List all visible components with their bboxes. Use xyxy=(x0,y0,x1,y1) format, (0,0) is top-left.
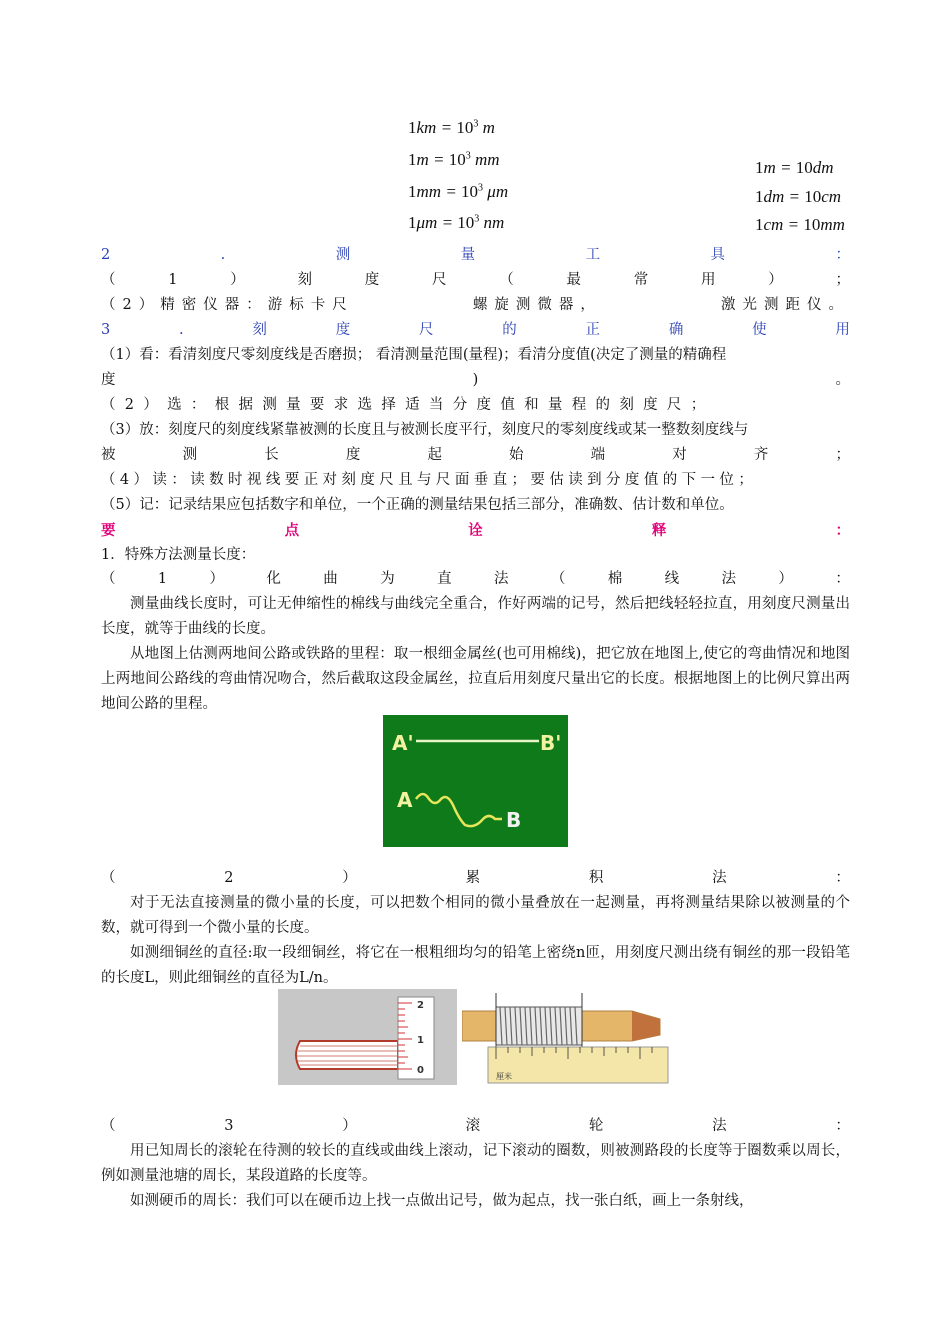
curve-to-line-svg xyxy=(383,715,568,847)
formula-mm: $1mm = 10^3$ μm xyxy=(408,182,509,201)
method2-paragraph-2: 如测细铜丝的直径:取一段细铜丝，将它在一根粗细均匀的铅笔上密绕n匝，用刻度尺测出绕有铜丝的那一段铅笔的长度L，则此细铜丝的直径为L/n。 xyxy=(101,945,850,986)
heading-ruler-usage: 3 . 刻 度 尺 的 正 确 使 用 xyxy=(101,322,850,338)
method3-paragraph-2: 如测硬币的周长：我们可以在硬币边上找一点做出记号，做为起点，找一张白纸，画上一条射线， xyxy=(130,1193,754,1209)
heading-measuring-tools: 2 . 测 量 工 具 ： xyxy=(101,247,850,263)
heading-key-points: 要 点 诠 释 ： xyxy=(101,522,850,539)
step-choose: （2）选：根据测量要求选择适当分度值和量程的刻度尺； xyxy=(101,397,715,413)
tools-line-1: （ 1 ） 刻 度 尺 （ 最 常 用 ） ； xyxy=(101,272,850,288)
book-stack-figure xyxy=(278,989,457,1085)
formula-m: $1m = 10^3$ mm xyxy=(408,150,500,169)
tick-label-0: 0 xyxy=(417,1065,424,1076)
wire-on-pencil-figure xyxy=(462,989,670,1087)
horizontal-ruler xyxy=(488,1047,668,1083)
step-place-line-2: 被 测 长 度 起 始 端 对 齐 ； xyxy=(101,447,850,463)
formula-dm-cm: 1dm = 10cm xyxy=(755,187,842,206)
wire-on-pencil-svg xyxy=(462,989,670,1087)
step-record: （5）记：记录结果应包括数字和单位，一个正确的测量结果包括三部分，准确数、估计数和单位。 xyxy=(101,497,734,513)
step-look-line-2: 度 ) 。 xyxy=(101,372,850,388)
formula-km: $1km = 10^3$ m xyxy=(408,118,495,137)
method2-paragraph-1: 对于无法直接测量的微小量的长度，可以把数个相同的微小量叠放在一起测量，再将测量结果除以被测量的个数，就可得到一个微小量的长度。 xyxy=(101,895,850,936)
curve-to-line-figure xyxy=(383,715,568,847)
label-a-prime: A' xyxy=(392,731,414,755)
label-b: B xyxy=(506,808,522,832)
label-b-prime: B' xyxy=(540,731,562,755)
special-methods-title: 1．特殊方法测量长度： xyxy=(101,547,256,563)
book-stack-svg xyxy=(278,989,457,1085)
step-look-line-1: （1）看：看清刻度尺零刻度线是否磨损； 看清测量范围(量程)；看清分度值(决定了测量的精确程 xyxy=(101,347,727,363)
method2-heading: （ 2 ） 累 积 法 ： xyxy=(101,870,850,886)
step-place-line-1: （3）放：刻度尺的刻度线紧靠被测的长度且与被测长度平行，刻度尺的零刻度线或某一整数刻度线与 xyxy=(101,422,749,438)
formula-um: $1\mu m = 10^3$ nm xyxy=(408,213,505,232)
tick-label-1: 1 xyxy=(417,1035,424,1046)
method1-paragraph-1: 测量曲线长度时，可让无伸缩性的棉线与曲线完全重合，作好两端的记号，然后把线轻轻拉直，用刻度尺测量出长度，就等于曲线的长度。 xyxy=(101,596,850,637)
formula-m-dm: 1m = 10dm xyxy=(755,158,834,177)
method3-heading: （ 3 ） 滚 轮 法 ： xyxy=(101,1118,850,1134)
tools-line-2: （2）精密仪器：游标卡尺 螺旋测微器， 激光测距仪。 xyxy=(101,297,850,313)
step-read: （4）读：读数时视线要正对刻度尺且与尺面垂直；要估读到分度值的下一位； xyxy=(101,472,758,488)
method1-paragraph-2: 从地图上估测两地间公路或铁路的里程：取一根细金属丝(也可用棉线)，把它放在地图上,使它的弯曲情况和地图上两地间公路线的弯曲情况吻合，然后截取这段金属丝，拉直后用刻度尺量出它的长度。根据地图上的比例尺算出两地间公路的里程。 xyxy=(101,646,850,712)
method3-paragraph-1: 用已知周长的滚轮在待测的较长的直线或曲线上滚动，记下滚动的圈数，则被测路段的长度等于圈数乘以周长，例如测量池塘的周长，某段道路的长度等。 xyxy=(101,1143,850,1184)
method1-heading: （ 1 ） 化 曲 为 直 法 （ 棉 线 法 ） ： xyxy=(101,571,850,587)
ruler-unit-label: 厘米 xyxy=(496,1072,512,1081)
wire-coil xyxy=(496,1007,582,1045)
label-a: A xyxy=(397,788,413,812)
formula-cm-mm: 1cm = 10mm xyxy=(755,215,845,234)
tick-label-2: 2 xyxy=(417,1000,424,1011)
